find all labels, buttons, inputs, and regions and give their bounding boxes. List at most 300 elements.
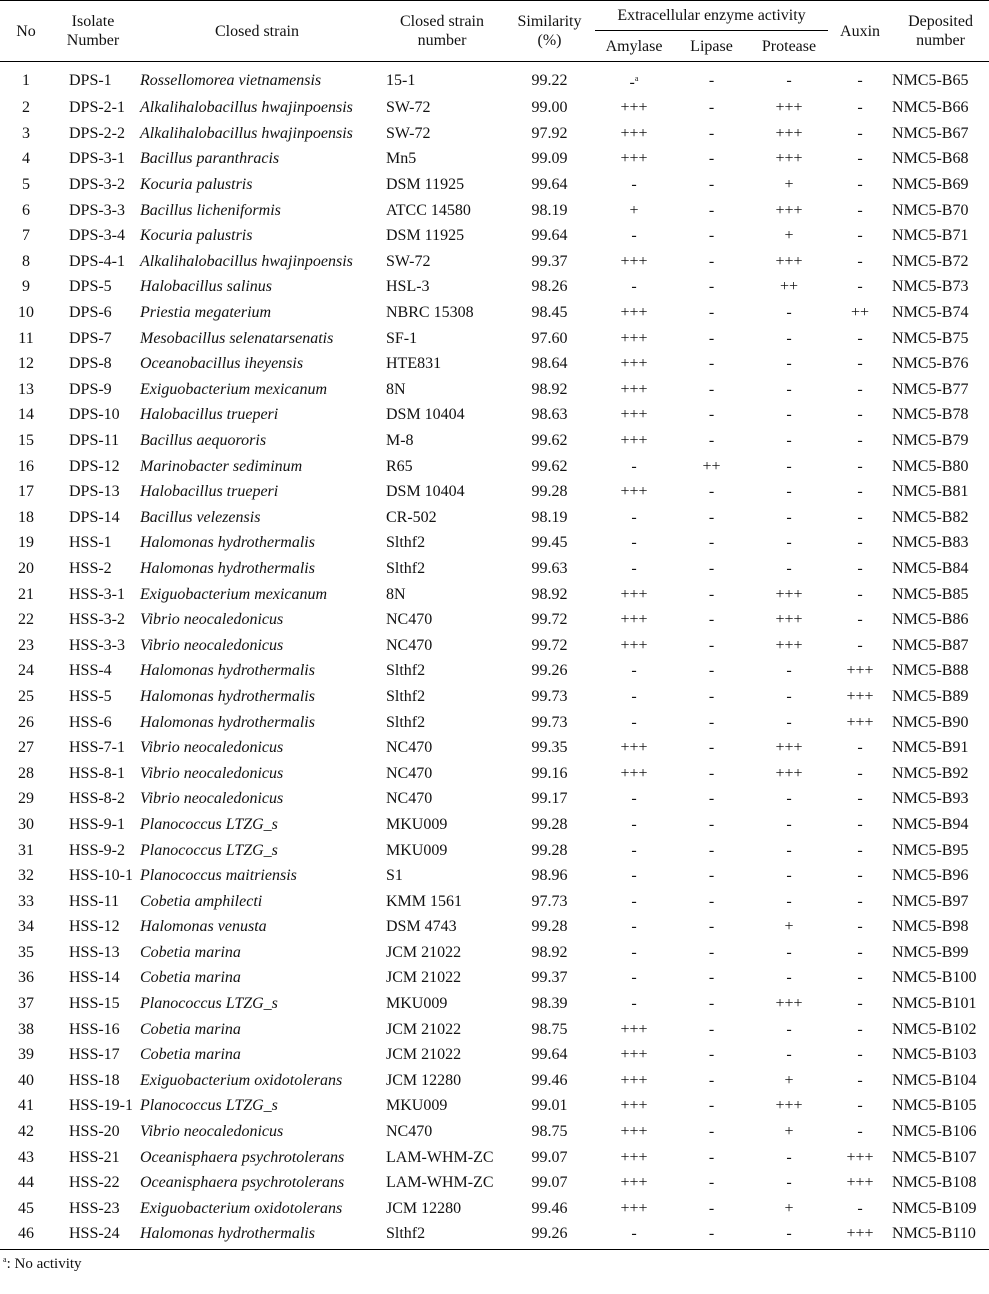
table-row [0, 479, 989, 505]
cell-closed-strain-number [380, 274, 504, 300]
cell-no [0, 223, 52, 249]
cell-isolate-number [52, 709, 134, 735]
header-closed-strain: Closed strain [134, 1, 380, 62]
cell-amylase [595, 837, 673, 863]
cell-isolate-number [52, 1196, 134, 1222]
cell-protease [750, 581, 828, 607]
cell-isolate-number-text: HSS-12 [69, 918, 120, 936]
cell-isolate-number-text: HSS-24 [69, 1225, 120, 1243]
cell-deposited-number [892, 62, 989, 96]
cell-similarity-text: 99.64 [531, 227, 568, 245]
header-protease: Protease [750, 31, 828, 62]
cell-closed-strain-number [380, 863, 504, 889]
cell-similarity-text: 99.37 [531, 252, 568, 270]
cell-isolate-number-text: DPS-8 [69, 355, 112, 373]
cell-protease [750, 709, 828, 735]
cell-auxin [828, 812, 892, 838]
cell-closed-strain [134, 428, 380, 454]
cell-deposited-number-text: NMC5-B73 [892, 278, 969, 296]
cell-similarity-text: 99.28 [531, 918, 568, 936]
cell-amylase-text: +++ [620, 124, 648, 142]
cell-protease [750, 1119, 828, 1145]
cell-closed-strain-number-text: Slthf2 [386, 559, 426, 577]
cell-amylase-text: - [631, 918, 637, 936]
cell-auxin-text: - [857, 1020, 863, 1038]
cell-amylase-text: +++ [620, 1097, 648, 1115]
cell-amylase [595, 377, 673, 403]
cell-protease [750, 1093, 828, 1119]
cell-no [0, 556, 52, 582]
cell-isolate-number [52, 453, 134, 479]
cell-similarity-text: 99.46 [531, 1199, 568, 1217]
cell-no-text: 15 [18, 432, 34, 450]
cell-similarity [504, 786, 595, 812]
cell-closed-strain-number [380, 479, 504, 505]
cell-isolate-number-text: HSS-16 [69, 1020, 120, 1038]
cell-closed-strain-number [380, 325, 504, 351]
cell-closed-strain-number-text: DSM 4743 [386, 918, 457, 936]
cell-closed-strain-text: Halomonas hydrothermalis [140, 713, 315, 731]
cell-closed-strain [134, 1144, 380, 1170]
cell-protease [750, 735, 828, 761]
cell-lipase-text: - [708, 150, 715, 168]
cell-deposited-number-text: NMC5-B86 [892, 611, 969, 629]
cell-closed-strain-number [380, 1221, 504, 1249]
cell-similarity [504, 453, 595, 479]
cell-no-text: 40 [18, 1071, 34, 1089]
cell-auxin-text: - [857, 815, 863, 833]
table-row [0, 223, 989, 249]
cell-similarity [504, 991, 595, 1017]
cell-deposited-number-text: NMC5-B83 [892, 534, 969, 552]
table-row [0, 377, 989, 403]
table-row [0, 1042, 989, 1068]
cell-lipase [673, 1042, 750, 1068]
cell-amylase [595, 581, 673, 607]
cell-amylase-text: +++ [620, 355, 648, 373]
table-row [0, 607, 989, 633]
cell-deposited-number [892, 479, 989, 505]
cell-similarity [504, 505, 595, 531]
cell-no [0, 530, 52, 556]
header-no: No [0, 1, 52, 62]
cell-deposited-number-text: NMC5-B68 [892, 150, 969, 168]
cell-deposited-number [892, 300, 989, 326]
cell-amylase-text: +++ [620, 99, 648, 117]
cell-amylase [595, 172, 673, 198]
table-row [0, 249, 989, 275]
cell-deposited-number-text: NMC5-B74 [892, 304, 969, 322]
cell-amylase-text: +++ [620, 1199, 648, 1217]
cell-protease [750, 888, 828, 914]
cell-closed-strain [134, 1068, 380, 1094]
cell-similarity-text: 99.28 [531, 483, 568, 501]
cell-no [0, 863, 52, 889]
cell-protease-text: +++ [775, 995, 803, 1013]
cell-closed-strain-text: Cobetia marina [140, 969, 241, 987]
cell-closed-strain-number-text: HTE831 [386, 355, 442, 373]
cell-similarity [504, 1016, 595, 1042]
cell-similarity [504, 300, 595, 326]
cell-amylase-text: +++ [620, 1123, 648, 1141]
cell-similarity [504, 479, 595, 505]
cell-closed-strain [134, 146, 380, 172]
cell-lipase [673, 1196, 750, 1222]
cell-closed-strain-number-text: DSM 10404 [386, 483, 465, 501]
cell-lipase [673, 632, 750, 658]
cell-deposited-number [892, 453, 989, 479]
cell-closed-strain-text: Priestia megaterium [140, 304, 272, 322]
cell-closed-strain-text: Bacillus velezensis [140, 508, 261, 526]
cell-lipase [673, 914, 750, 940]
footnote [3, 1255, 82, 1273]
cell-closed-strain-number [380, 223, 504, 249]
cell-deposited-number [892, 95, 989, 121]
cell-amylase [595, 1042, 673, 1068]
cell-closed-strain [134, 914, 380, 940]
cell-lipase [673, 197, 750, 223]
cell-deposited-number [892, 607, 989, 633]
cell-protease-text: + [784, 1071, 794, 1089]
cell-no-text: 9 [22, 278, 30, 296]
cell-auxin-text: - [857, 1097, 863, 1115]
cell-similarity-text: 97.92 [531, 124, 568, 142]
cell-lipase [673, 453, 750, 479]
cell-amylase [595, 991, 673, 1017]
cell-lipase-text: - [708, 380, 715, 398]
cell-closed-strain-number-text: Mn5 [386, 150, 417, 168]
header-amylase: Amylase [595, 31, 673, 62]
cell-closed-strain-text: Oceanobacillus iheyensis [140, 355, 304, 373]
cell-lipase-text: - [708, 790, 715, 808]
cell-protease-text: + [784, 227, 794, 245]
cell-amylase [595, 300, 673, 326]
cell-closed-strain-number-text: NC470 [386, 636, 433, 654]
cell-protease [750, 402, 828, 428]
cell-deposited-number [892, 1093, 989, 1119]
cell-closed-strain-number-text: JCM 21022 [386, 943, 462, 961]
cell-auxin-text: - [857, 355, 863, 373]
cell-protease-text: - [786, 1046, 792, 1064]
cell-no [0, 121, 52, 147]
cell-isolate-number-text: HSS-3-1 [69, 585, 126, 603]
cell-amylase [595, 1119, 673, 1145]
cell-deposited-number-text: NMC5-B109 [892, 1199, 977, 1217]
cell-no [0, 274, 52, 300]
cell-lipase [673, 249, 750, 275]
cell-auxin-text: - [857, 457, 863, 475]
cell-deposited-number [892, 325, 989, 351]
cell-auxin-text: - [857, 1046, 863, 1064]
cell-isolate-number-text: HSS-10-1 [69, 867, 134, 885]
cell-no [0, 146, 52, 172]
cell-closed-strain-number-text: Slthf2 [386, 662, 426, 680]
cell-protease [750, 684, 828, 710]
cell-closed-strain-text: Halomonas hydrothermalis [140, 1225, 315, 1243]
cell-amylase-text: - [631, 713, 637, 731]
cell-no [0, 812, 52, 838]
cell-similarity-text: 98.39 [531, 995, 568, 1013]
cell-isolate-number [52, 351, 134, 377]
cell-protease-text: +++ [775, 611, 803, 629]
cell-amylase [595, 530, 673, 556]
cell-closed-strain [134, 863, 380, 889]
cell-protease-text: +++ [775, 201, 803, 219]
cell-auxin-text: +++ [846, 713, 874, 731]
cell-no [0, 505, 52, 531]
cell-isolate-number-text: DPS-13 [69, 483, 120, 501]
cell-isolate-number-text: DPS-3-2 [69, 176, 126, 194]
header-deposited-number: Deposited number [892, 1, 989, 62]
cell-similarity-text: 99.73 [531, 687, 568, 705]
cell-amylase-text: - [631, 662, 637, 680]
cell-lipase-text: - [708, 534, 715, 552]
cell-deposited-number-text: NMC5-B69 [892, 176, 969, 194]
table-row [0, 1068, 989, 1094]
cell-lipase-text: - [708, 636, 715, 654]
cell-similarity-text: 99.26 [531, 662, 568, 680]
cell-lipase [673, 505, 750, 531]
cell-closed-strain-text: Mesobacillus selenatarsenatis [140, 329, 334, 347]
cell-auxin [828, 172, 892, 198]
cell-auxin [828, 991, 892, 1017]
cell-auxin-text: - [857, 150, 863, 168]
cell-protease [750, 95, 828, 121]
cell-similarity-text: 99.72 [531, 611, 568, 629]
cell-no-text: 6 [22, 201, 30, 219]
cell-no-text: 26 [18, 713, 34, 731]
cell-closed-strain-number-text: HSL-3 [386, 278, 430, 296]
cell-closed-strain [134, 632, 380, 658]
cell-no [0, 351, 52, 377]
cell-deposited-number-text: NMC5-B72 [892, 252, 969, 270]
cell-isolate-number [52, 274, 134, 300]
cell-deposited-number [892, 581, 989, 607]
cell-protease [750, 172, 828, 198]
cell-auxin [828, 1016, 892, 1042]
cell-amylase-text: +++ [620, 406, 648, 424]
cell-isolate-number-text: DPS-3-4 [69, 227, 126, 245]
cell-amylase-text: - [631, 969, 637, 987]
cell-deposited-number [892, 1042, 989, 1068]
cell-no [0, 402, 52, 428]
cell-lipase [673, 172, 750, 198]
cell-deposited-number-text: NMC5-B90 [892, 713, 969, 731]
cell-auxin-text: - [857, 227, 863, 245]
cell-amylase-text: + [629, 201, 639, 219]
cell-isolate-number-text: HSS-23 [69, 1199, 120, 1217]
cell-isolate-number [52, 402, 134, 428]
cell-deposited-number-text: NMC5-B80 [892, 457, 969, 475]
cell-closed-strain-number-text: CR-502 [386, 508, 437, 526]
cell-lipase [673, 607, 750, 633]
cell-closed-strain-text: Halobacillus salinus [140, 278, 273, 296]
cell-no-text: 17 [18, 483, 34, 501]
cell-lipase-text: - [708, 995, 715, 1013]
cell-isolate-number-text: DPS-14 [69, 508, 120, 526]
cell-closed-strain-text: Kocuria palustris [140, 176, 253, 194]
cell-protease-text: - [786, 1148, 792, 1166]
cell-isolate-number [52, 1170, 134, 1196]
cell-amylase-text: - [629, 74, 635, 91]
cell-lipase [673, 863, 750, 889]
cell-deposited-number-text: NMC5-B87 [892, 636, 969, 654]
cell-amylase [595, 607, 673, 633]
cell-no [0, 581, 52, 607]
cell-amylase [595, 249, 673, 275]
cell-deposited-number-text: NMC5-B65 [892, 72, 969, 89]
cell-no [0, 428, 52, 454]
cell-closed-strain [134, 1016, 380, 1042]
cell-auxin-text: - [857, 585, 863, 603]
cell-auxin [828, 1042, 892, 1068]
cell-amylase [595, 121, 673, 147]
cell-lipase [673, 530, 750, 556]
cell-similarity-text: 97.60 [531, 329, 568, 347]
cell-isolate-number [52, 658, 134, 684]
cell-deposited-number [892, 1119, 989, 1145]
cell-closed-strain-text: Planococcus LTZG_s [140, 815, 278, 833]
cell-closed-strain-text: Planococcus LTZG_s [140, 1097, 278, 1115]
cell-no [0, 632, 52, 658]
cell-isolate-number-text: DPS-5 [69, 278, 112, 296]
cell-closed-strain [134, 62, 380, 96]
cell-no-text: 7 [22, 227, 30, 245]
cell-amylase-text: +++ [620, 150, 648, 168]
cell-lipase [673, 837, 750, 863]
cell-lipase-text: - [708, 508, 715, 526]
cell-closed-strain-number [380, 505, 504, 531]
table-row [0, 632, 989, 658]
cell-lipase-text: - [708, 1123, 715, 1141]
cell-protease [750, 146, 828, 172]
cell-deposited-number-text: NMC5-B102 [892, 1020, 977, 1038]
cell-protease-text: - [786, 790, 792, 808]
cell-auxin-text: - [857, 534, 863, 552]
cell-similarity [504, 428, 595, 454]
cell-auxin-text: +++ [846, 1148, 874, 1166]
cell-deposited-number [892, 1016, 989, 1042]
cell-deposited-number-text: NMC5-B100 [892, 969, 977, 987]
cell-no [0, 1068, 52, 1094]
cell-closed-strain-number [380, 95, 504, 121]
cell-no [0, 914, 52, 940]
cell-isolate-number-text: HSS-1 [69, 534, 112, 552]
cell-protease [750, 377, 828, 403]
cell-closed-strain-text: Exiguobacterium oxidotolerans [140, 1071, 343, 1089]
cell-amylase [595, 914, 673, 940]
cell-lipase-text: - [708, 943, 715, 961]
cell-protease-text: - [786, 867, 792, 885]
cell-protease [750, 965, 828, 991]
cell-closed-strain-number [380, 1170, 504, 1196]
cell-protease-text: + [784, 1199, 794, 1217]
cell-similarity-text: 99.62 [531, 457, 568, 475]
cell-no [0, 453, 52, 479]
cell-closed-strain-number [380, 453, 504, 479]
cell-auxin [828, 607, 892, 633]
cell-auxin-text: - [857, 201, 863, 219]
cell-closed-strain-number-text: NC470 [386, 739, 433, 757]
cell-amylase-text: +++ [620, 611, 648, 629]
cell-isolate-number-text: HSS-9-1 [69, 815, 126, 833]
cell-amylase [595, 658, 673, 684]
cell-closed-strain-text: Kocuria palustris [140, 227, 253, 245]
cell-amylase [595, 760, 673, 786]
cell-isolate-number-text: DPS-4-1 [69, 252, 126, 270]
cell-closed-strain-number-text: R65 [386, 457, 413, 475]
cell-lipase [673, 1016, 750, 1042]
footnote-marker: a [3, 1255, 7, 1264]
cell-similarity [504, 888, 595, 914]
cell-auxin-text: - [857, 176, 863, 194]
cell-lipase-text: - [708, 227, 715, 245]
cell-closed-strain [134, 351, 380, 377]
cell-deposited-number [892, 914, 989, 940]
table-row [0, 1221, 989, 1249]
cell-closed-strain [134, 402, 380, 428]
cell-closed-strain [134, 760, 380, 786]
cell-closed-strain-number-text: NC470 [386, 1123, 433, 1141]
cell-auxin-text: +++ [846, 687, 874, 705]
cell-amylase-text: - [631, 995, 637, 1013]
cell-auxin [828, 965, 892, 991]
cell-no [0, 479, 52, 505]
cell-no-text: 32 [18, 867, 34, 885]
table-row [0, 991, 989, 1017]
cell-isolate-number [52, 1221, 134, 1249]
cell-closed-strain-number-text: JCM 12280 [386, 1199, 462, 1217]
cell-isolate-number [52, 505, 134, 531]
cell-amylase-text: - [631, 534, 637, 552]
cell-no-text: 14 [18, 406, 34, 424]
cell-protease-text: - [786, 559, 792, 577]
cell-auxin [828, 197, 892, 223]
cell-lipase [673, 325, 750, 351]
cell-closed-strain-text: Alkalihalobacillus hwajinpoensis [140, 252, 353, 270]
cell-no-text: 25 [18, 687, 34, 705]
cell-lipase [673, 735, 750, 761]
cell-closed-strain-text: Cobetia marina [140, 943, 241, 961]
cell-deposited-number [892, 1170, 989, 1196]
cell-deposited-number [892, 377, 989, 403]
cell-amylase [595, 632, 673, 658]
cell-isolate-number [52, 581, 134, 607]
cell-protease [750, 863, 828, 889]
cell-similarity-text: 99.35 [531, 739, 568, 757]
cell-similarity [504, 274, 595, 300]
cell-lipase-text: - [708, 355, 715, 373]
cell-isolate-number [52, 1144, 134, 1170]
table-header [0, 1, 989, 62]
cell-no [0, 1119, 52, 1145]
cell-deposited-number-text: NMC5-B78 [892, 406, 969, 424]
table-row [0, 735, 989, 761]
cell-auxin-text: - [857, 278, 863, 296]
cell-similarity-text: 99.28 [531, 841, 568, 859]
cell-isolate-number-text: DPS-6 [69, 304, 112, 322]
cell-closed-strain-number-text: SF-1 [386, 329, 418, 347]
table-row [0, 863, 989, 889]
cell-auxin-text: - [857, 559, 863, 577]
cell-isolate-number-text: HSS-11 [69, 892, 120, 910]
cell-deposited-number [892, 402, 989, 428]
cell-no-text: 12 [18, 355, 34, 373]
cell-protease-text: - [786, 380, 792, 398]
cell-closed-strain-text: Halomonas hydrothermalis [140, 534, 315, 552]
cell-deposited-number-text: NMC5-B79 [892, 432, 969, 450]
cell-similarity [504, 223, 595, 249]
